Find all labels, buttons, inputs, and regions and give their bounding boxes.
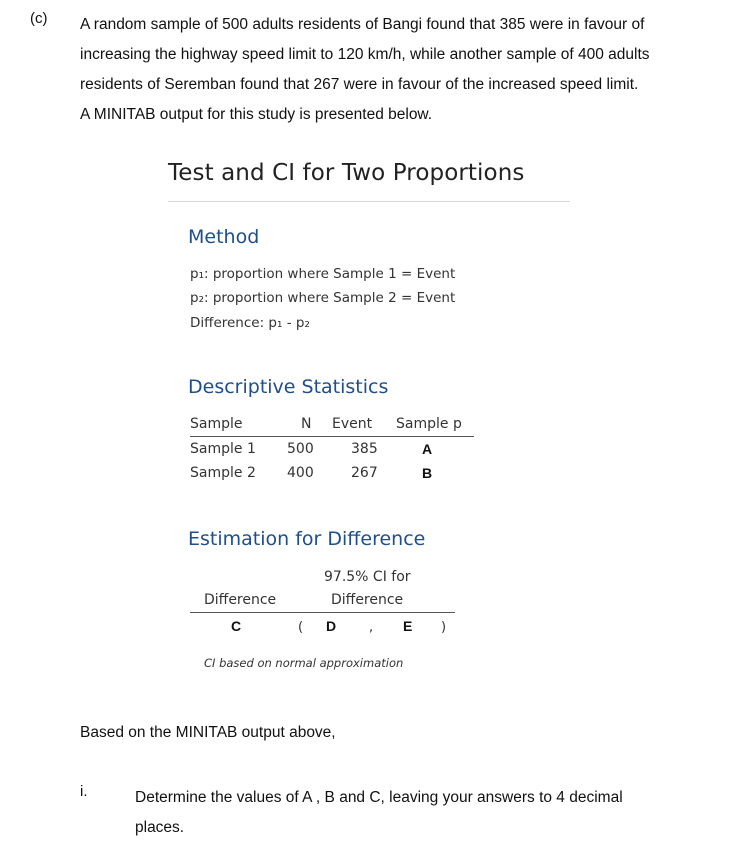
row2-event: 267 bbox=[351, 465, 378, 481]
question-text bbox=[80, 10, 720, 130]
row2-sample-p: B bbox=[422, 465, 433, 481]
ci-difference-header: Difference bbox=[331, 592, 404, 608]
item-line: places. bbox=[135, 819, 185, 836]
row1-event: 385 bbox=[351, 441, 378, 457]
ci-open-paren: ( bbox=[298, 620, 304, 635]
col-sample-header: Sample bbox=[190, 416, 243, 432]
row1-sample-p: A bbox=[422, 441, 433, 457]
col-n-header: N bbox=[301, 416, 312, 432]
row2-n: 400 bbox=[287, 465, 314, 481]
table-row bbox=[190, 465, 480, 489]
estimation-header-rule bbox=[190, 612, 455, 613]
method-line-difference: Difference: p₁ - p₂ bbox=[190, 315, 310, 331]
item-text bbox=[135, 783, 715, 843]
question-line: A random sample of 500 adults residents of Bangi found that 385 were in favour of bbox=[80, 16, 645, 33]
difference-value: C bbox=[231, 618, 242, 634]
col-sample-p-header: Sample p bbox=[396, 416, 462, 432]
question-line: residents of Seremban found that 267 were in favour of the increased speed limit. bbox=[80, 76, 639, 93]
question-label: (c) bbox=[30, 10, 48, 27]
method-heading: Method bbox=[188, 226, 260, 248]
descriptive-heading: Descriptive Statistics bbox=[188, 376, 389, 398]
item-line: Determine the values of A , B and C, leaving your answers to 4 decimal bbox=[135, 789, 623, 806]
row1-n: 500 bbox=[287, 441, 314, 457]
col-event-header: Event bbox=[332, 416, 373, 432]
ci-close-paren: ) bbox=[441, 620, 447, 635]
item-label: i. bbox=[80, 783, 88, 800]
method-line-p2: p₂: proportion where Sample 2 = Event bbox=[190, 290, 456, 306]
ci-separator: , bbox=[369, 620, 374, 635]
estimation-heading: Estimation for Difference bbox=[188, 528, 426, 550]
row1-sample: Sample 1 bbox=[190, 441, 256, 457]
descriptive-header-rule bbox=[190, 436, 474, 437]
method-line-p1: p₁: proportion where Sample 1 = Event bbox=[190, 266, 456, 282]
question-line: increasing the highway speed limit to 120 km/h, while another sample of 400 adults bbox=[80, 46, 650, 63]
ci-lower-value: D bbox=[326, 618, 337, 634]
question-line: A MINITAB output for this study is presented below. bbox=[80, 106, 433, 123]
title-divider bbox=[168, 201, 570, 202]
table-row bbox=[190, 441, 480, 465]
ci-header-top: 97.5% CI for bbox=[324, 569, 411, 585]
ci-upper-value: E bbox=[403, 618, 413, 634]
ci-note: CI based on normal approximation bbox=[204, 656, 404, 670]
based-on-text: Based on the MINITAB output above, bbox=[80, 724, 336, 741]
minitab-title: Test and CI for Two Proportions bbox=[168, 160, 525, 186]
row2-sample: Sample 2 bbox=[190, 465, 256, 481]
difference-header: Difference bbox=[204, 592, 277, 608]
